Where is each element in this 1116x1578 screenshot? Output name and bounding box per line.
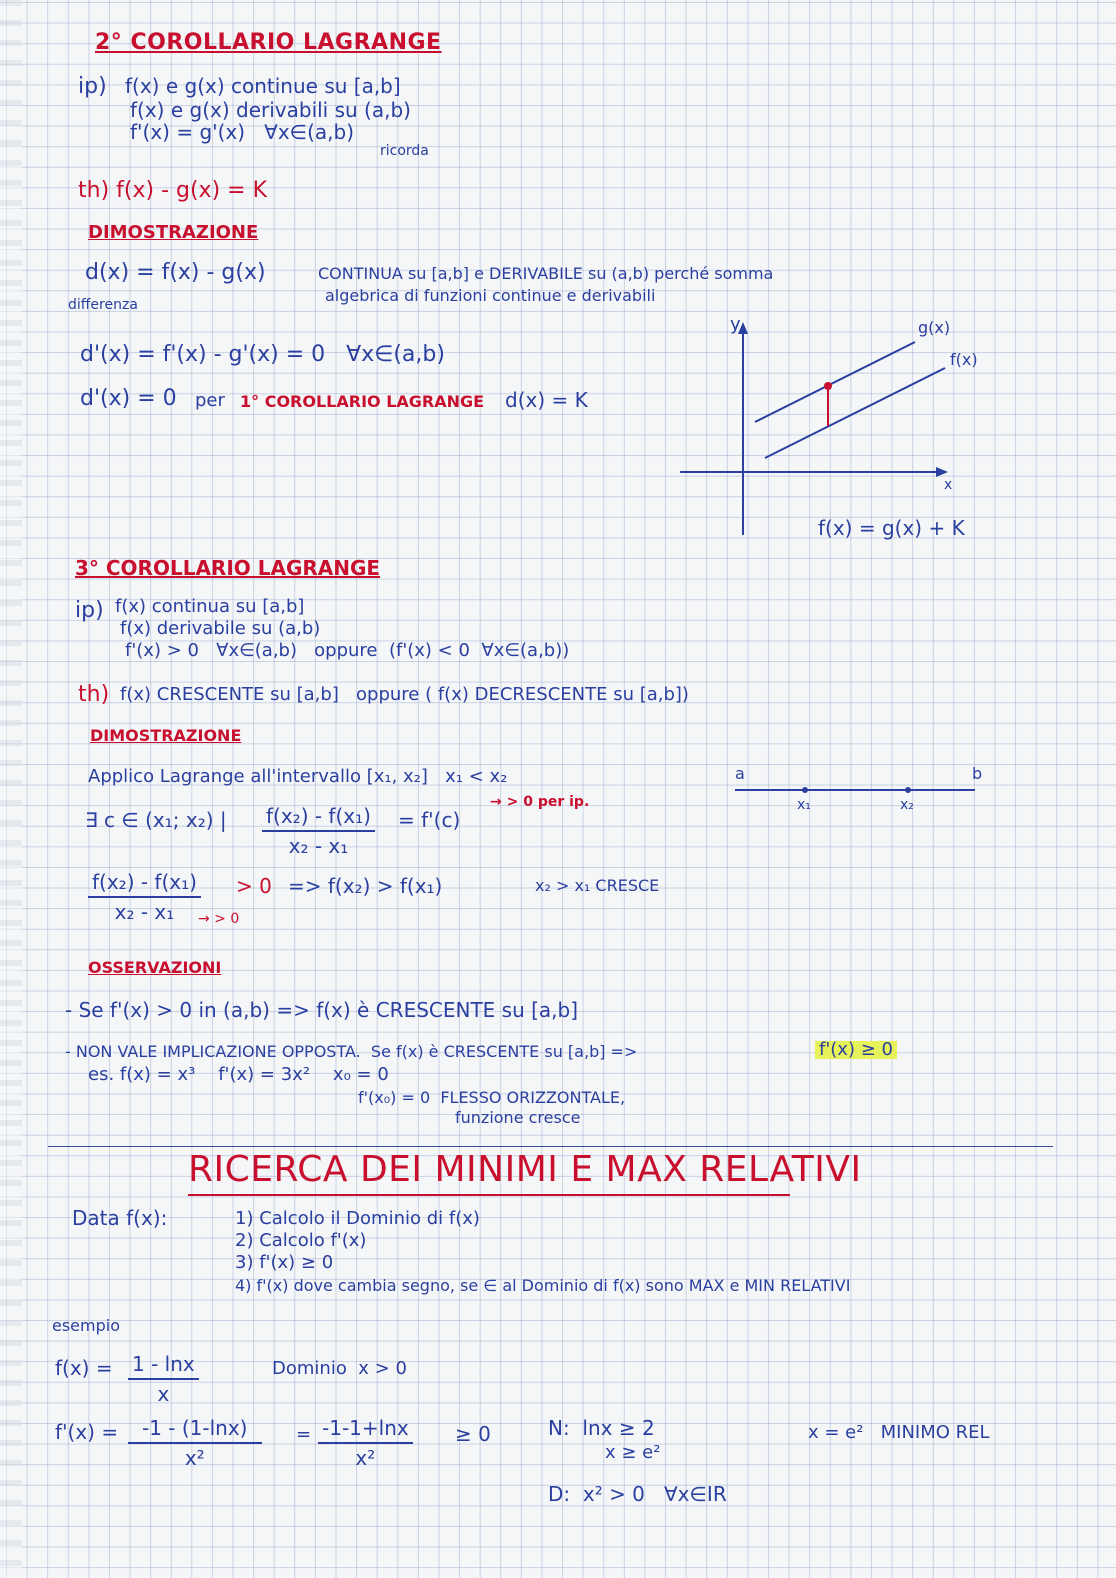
interval-x2: x₂ (900, 797, 914, 813)
interval-b: b (972, 764, 983, 783)
difference-quotient (262, 804, 375, 858)
hypothesis-line: f(x) derivabile su (a,b) (120, 618, 321, 639)
thesis-line: th) f(x) - g(x) = K (78, 178, 267, 203)
example-line: es. f(x) = x³ f'(x) = 3x² x₀ = 0 (88, 1064, 389, 1085)
inequality: ≥ 0 (455, 1422, 491, 1446)
proof-line-prefix: ∃ c ∈ (x₁; x₂) | (85, 808, 227, 832)
fraction-denominator: x² (355, 1446, 376, 1470)
example-line: f'(x₀) = 0 FLESSO ORIZZONTALE, (358, 1088, 626, 1107)
thesis-line: f(x) CRESCENTE su [a,b] oppure ( f(x) DECRESCENTE su [a,b]) (120, 684, 689, 705)
function-def-prefix: f(x) = (55, 1356, 113, 1380)
conclusion: x₂ > x₁ CRESCE (535, 876, 660, 895)
hypothesis-line: f'(x) = g'(x) ∀x∈(a,b) (130, 120, 355, 144)
proof-text: algebrica di funzioni continue e derivabili (325, 286, 656, 305)
side-note: → > 0 per ip. (490, 794, 590, 810)
fraction-denominator: x₂ - x₁ (114, 900, 175, 924)
ip-label: ip) (75, 598, 104, 623)
derivative-line: d'(x) = f'(x) - g'(x) = 0 ∀x∈(a,b) (80, 342, 445, 367)
given-label: Data f(x): (72, 1206, 168, 1230)
derivative-fraction-simplified (318, 1416, 413, 1470)
domain-line: Dominio x > 0 (272, 1358, 407, 1379)
interval-x1: x₁ (797, 797, 811, 813)
section-title-corollario-3: 3° COROLLARIO LAGRANGE (75, 556, 381, 580)
step-item: 4) f'(x) dove cambia segno, se ∈ al Dominio di f(x) sono MAX e MIN RELATIVI (235, 1276, 851, 1295)
observation-line: - Se f'(x) > 0 in (a,b) => f(x) è CRESCENTE su [a,b] (65, 998, 579, 1022)
fraction-numerator: -1-1+lnx (318, 1416, 413, 1444)
title-underline (188, 1194, 790, 1196)
equals-sign: = (296, 1424, 312, 1445)
observation-line: - NON VALE IMPLICAZIONE OPPOSTA. Se f(x) è CRESCENTE su [a,b] => (65, 1042, 638, 1061)
fraction-numerator: -1 - (1-lnx) (128, 1416, 262, 1444)
fraction-denominator: x₂ - x₁ (288, 834, 349, 858)
example-label: esempio (52, 1316, 120, 1335)
observations-heading: OSSERVAZIONI (88, 958, 222, 977)
section-title-minimi-max: RICERCA DEI MINIMI E MAX RELATIVI (188, 1149, 862, 1190)
per-word: per (195, 390, 225, 411)
ip-label: ip) (78, 74, 107, 99)
curve-label-f: f(x) (950, 350, 978, 369)
numerator-condition: N: lnx ≥ 2 (548, 1416, 655, 1440)
corollary-reference: 1° COROLLARIO LAGRANGE (240, 392, 485, 411)
proof-heading: DIMOSTRAZIONE (88, 222, 259, 243)
definition-line: d(x) = f(x) - g(x) (85, 260, 266, 285)
x-axis-label: x (944, 477, 953, 493)
interval-line (730, 770, 990, 820)
derivative-fraction (128, 1416, 262, 1470)
section-title-corollario-2: 2° COROLLARIO LAGRANGE (95, 30, 442, 55)
numerator-condition: x ≥ e² (605, 1442, 661, 1463)
binder-holes (0, 0, 22, 1578)
graph-caption: f(x) = g(x) + K (818, 516, 965, 540)
derivative-zero: d'(x) = 0 (80, 386, 177, 411)
fraction-numerator: 1 - lnx (128, 1352, 199, 1380)
hypothesis-line: f(x) e g(x) continue su [a,b] (125, 74, 401, 98)
derivative-prefix: f'(x) = (55, 1420, 119, 1444)
y-axis-label: y (730, 314, 741, 335)
curve-label-g: g(x) (918, 318, 951, 337)
parallel-lines-graph (670, 300, 1000, 550)
example-line: funzione cresce (455, 1108, 581, 1127)
proof-line-suffix: = f'(c) (398, 808, 461, 832)
fraction-numerator: f(x₂) - f(x₁) (88, 870, 201, 898)
fraction-denominator: x² (184, 1446, 205, 1470)
proof-heading: DIMOSTRAZIONE (90, 726, 242, 745)
proof-text: CONTINUA su [a,b] e DERIVABILE su (a,b) perché somma (318, 264, 774, 283)
hypothesis-line: f'(x) > 0 ∀x∈(a,b) oppure (f'(x) < 0 ∀x∈(a,b)) (125, 640, 570, 661)
hypothesis-line: f(x) continua su [a,b] (115, 596, 305, 617)
step-item: 1) Calcolo il Dominio di f(x) (235, 1208, 480, 1229)
side-note: → > 0 (198, 911, 240, 927)
fraction-numerator: f(x₂) - f(x₁) (262, 804, 375, 832)
positivity: > 0 (236, 874, 272, 898)
proof-line: Applico Lagrange all'intervallo [x₁, x₂] x₁ < x₂ (88, 766, 508, 787)
function-fraction (128, 1352, 199, 1406)
side-note: differenza (68, 297, 138, 313)
highlighted-conclusion: f'(x) ≥ 0 (815, 1041, 897, 1059)
difference-quotient (88, 870, 201, 924)
section-divider (48, 1146, 1053, 1147)
conclusion: d(x) = K (505, 388, 588, 412)
side-note: ricorda (380, 143, 429, 159)
implication: => f(x₂) > f(x₁) (288, 874, 443, 898)
fraction-denominator: x (157, 1382, 170, 1406)
minimum-result: x = e² MINIMO REL (808, 1422, 990, 1443)
step-item: 3) f'(x) ≥ 0 (235, 1252, 334, 1273)
denominator-condition: D: x² > 0 ∀x∈IR (548, 1482, 727, 1506)
thesis-label: th) (78, 682, 110, 707)
hypothesis-line: f(x) e g(x) derivabili su (a,b) (130, 98, 411, 122)
interval-a: a (735, 764, 745, 783)
step-item: 2) Calcolo f'(x) (235, 1230, 367, 1251)
